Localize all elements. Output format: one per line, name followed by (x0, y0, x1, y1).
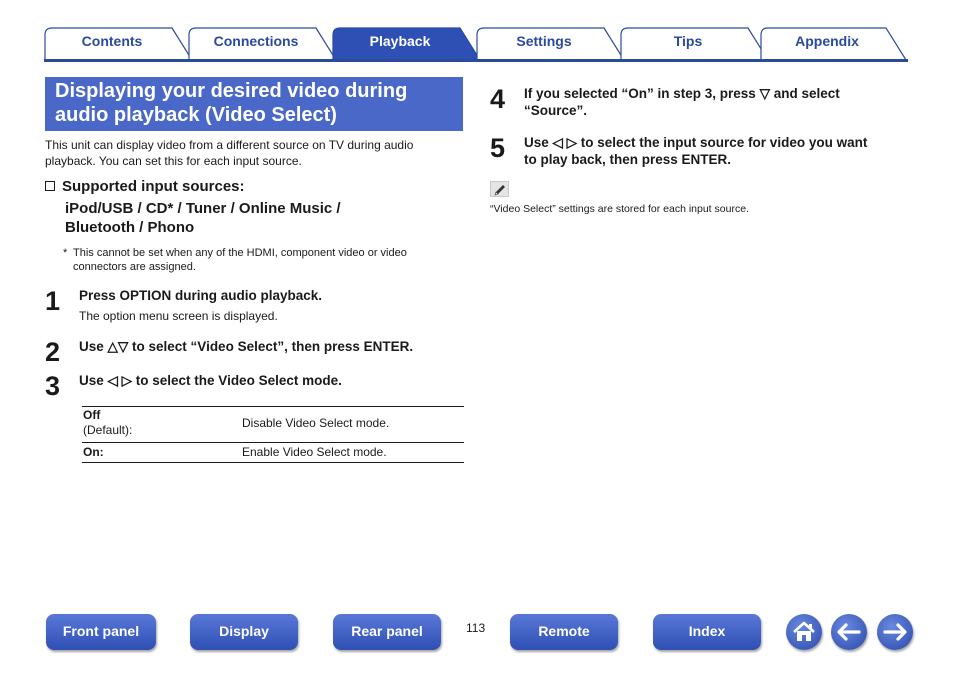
tab-settings[interactable] (476, 27, 626, 60)
step-text (524, 134, 867, 168)
supported-list (45, 199, 465, 237)
table-key-sub: (Default): (83, 423, 133, 437)
footnote-mark: * (63, 247, 68, 259)
supported-line-2: Bluetooth / Phono (65, 219, 195, 236)
arrow-right-icon (877, 614, 913, 650)
page-number: 113 (466, 621, 486, 635)
remote-button[interactable]: Remote (510, 614, 618, 650)
display-button[interactable]: Display (190, 614, 298, 650)
page-title (55, 79, 453, 127)
tab-appendix-label: Appendix (795, 33, 859, 49)
rear-panel-button[interactable]: Rear panel (333, 614, 441, 650)
step-number: 2 (45, 337, 61, 367)
table-row (82, 407, 464, 443)
table-key-label: Off (83, 408, 101, 422)
supported-line-1: iPod/USB / CD* / Tuner / Online Music / (65, 200, 341, 217)
tab-connections-label: Connections (213, 33, 299, 49)
tab-contents-label: Contents (81, 33, 143, 49)
tab-contents[interactable] (44, 27, 194, 60)
footnote (63, 246, 433, 274)
footnote-line-2: connectors are assigned. (73, 261, 196, 273)
home-icon (786, 614, 822, 650)
step-text: Use ◁ ▷ to select the Video Select mode. (79, 373, 342, 388)
section-title (45, 77, 463, 131)
intro-line-2: playback. You can set this for each input source. (45, 154, 302, 168)
step-number: 4 (490, 84, 506, 114)
step-text-line-1: If you selected “On” in step 3, press ▽ and select (524, 86, 840, 101)
step-text-line-2: to play back, then press ENTER. (524, 152, 732, 167)
step-number: 1 (45, 286, 61, 316)
table-key (83, 408, 132, 438)
supported-heading (45, 177, 465, 196)
table-value: Enable Video Select mode. (242, 445, 387, 459)
tab-connections[interactable] (188, 27, 338, 60)
tab-playback-label: Playback (369, 33, 431, 49)
tabs-divider (44, 59, 908, 62)
step-number: 5 (490, 133, 506, 163)
step-subtext: The option menu screen is displayed. (79, 309, 278, 323)
pencil-icon (490, 181, 509, 197)
index-button[interactable]: Index (653, 614, 761, 650)
home-button[interactable] (786, 614, 822, 650)
step-2 (45, 338, 465, 366)
tab-tips-label: Tips (673, 33, 703, 49)
step-5 (490, 134, 910, 174)
step-number: 3 (45, 371, 61, 401)
table-row (82, 443, 464, 463)
table-key-label: On: (83, 445, 104, 459)
step-text (524, 85, 840, 119)
step-3 (45, 372, 465, 400)
intro-paragraph (45, 137, 465, 169)
supported-heading-text: Supported input sources: (62, 178, 245, 195)
tab-settings-label: Settings (516, 33, 572, 49)
table-value: Disable Video Select mode. (242, 416, 390, 430)
tab-appendix[interactable] (760, 27, 908, 60)
table-key (83, 445, 104, 460)
intro-line-1: This unit can display video from a different source on TV during audio (45, 138, 414, 152)
mode-table (82, 406, 464, 463)
title-line-2: audio playback (Video Select) (55, 104, 337, 126)
checkbox-bullet-icon (45, 181, 55, 191)
title-line-1: Displaying your desired video during (55, 80, 408, 102)
front-panel-button[interactable]: Front panel (46, 614, 156, 650)
footnote-line-1: This cannot be set when any of the HDMI, component video or video (73, 247, 407, 259)
note-text: “Video Select” settings are stored for each input source. (490, 203, 749, 215)
forward-button[interactable] (877, 614, 913, 650)
step-text: Press OPTION during audio playback. (79, 288, 323, 303)
top-tabs (44, 27, 908, 62)
tab-tips[interactable] (620, 27, 770, 60)
step-text-line-1: Use ◁ ▷ to select the input source for video you want (524, 135, 868, 150)
supported-sources (45, 177, 465, 237)
step-text: Use △▽ to select “Video Select”, then press ENTER. (79, 339, 414, 354)
step-1 (45, 287, 465, 327)
arrow-left-icon (831, 614, 867, 650)
back-button[interactable] (831, 614, 867, 650)
step-text-line-2: “Source”. (524, 103, 588, 118)
tab-playback[interactable] (332, 27, 482, 60)
step-4 (490, 85, 910, 125)
